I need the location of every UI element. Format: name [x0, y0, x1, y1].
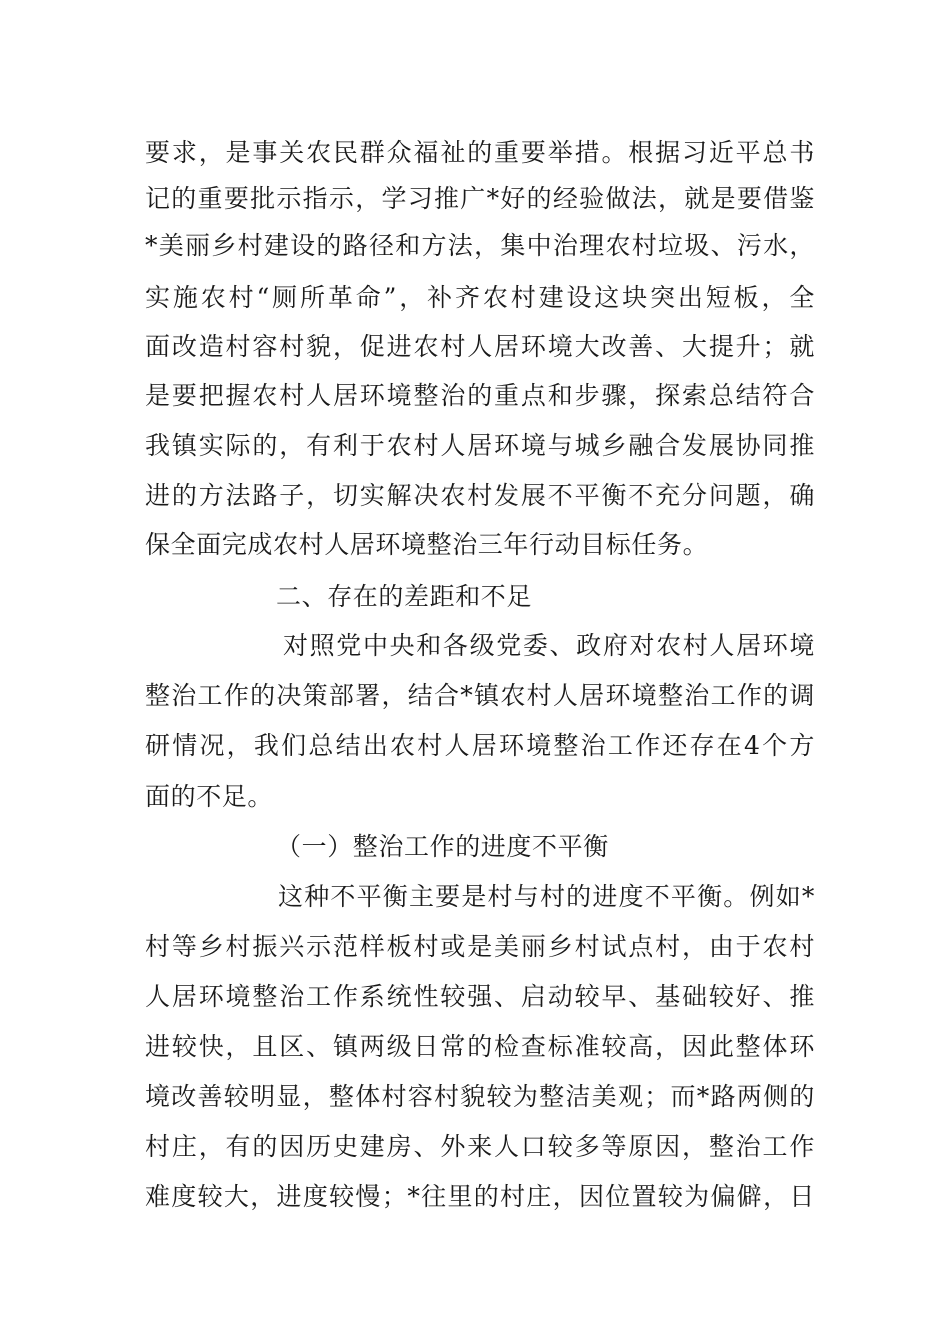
paragraph-2-line-3: 研情况，我们总结出农村人居环境整治工作还存在4个方 — [145, 731, 815, 760]
paragraph-2-line-4: 面的不足。 — [145, 782, 274, 811]
paragraph-1-line-9: 保全面完成农村人居环境整治三年行动目标任务。 — [145, 530, 709, 559]
paragraph-1-line-6: 是要把握农村人居环境整治的重点和步骤，探索总结符合 — [145, 381, 815, 410]
paragraph-1-line-5: 面改造村容村貌，促进农村人居环境大改善、大提升；就 — [145, 332, 815, 361]
paragraph-3-line-2: 村等乡村振兴示范样板村或是美丽乡村试点村，由于农村 — [145, 932, 815, 961]
section-2-heading: 二、存在的差距和不足 — [276, 582, 533, 611]
paragraph-2-line-2: 整治工作的决策部署，结合*镇农村人居环境整治工作的调 — [145, 681, 815, 710]
paragraph-2-line-1: 对照党中央和各级党委、政府对农村人居环境 — [283, 631, 815, 660]
paragraph-1-line-8: 进的方法路子，切实解决农村发展不平衡不充分问题，确 — [145, 481, 815, 510]
paragraph-3-line-1: 这种不平衡主要是村与村的进度不平衡。例如* — [278, 882, 815, 911]
paragraph-1-line-2: 记的重要批示指示，学习推广*好的经验做法，就是要借鉴 — [145, 184, 815, 213]
subsection-1-heading: （一）整治工作的进度不平衡 — [276, 832, 609, 861]
paragraph-1-line-3: *美丽乡村建设的路径和方法，集中治理农村垃圾、污水， — [145, 231, 815, 260]
paragraph-1-line-7: 我镇实际的，有利于农村人居环境与城乡融合发展协同推 — [145, 431, 815, 460]
paragraph-3-line-5: 境改善较明显，整体村容村貌较为整洁美观；而*路两侧的 — [145, 1082, 815, 1111]
paragraph-3-line-4: 进较快，且区、镇两级日常的检查标准较高，因此整体环 — [145, 1032, 815, 1061]
paragraph-1-line-1: 要求，是事关农民群众福祉的重要举措。根据习近平总书 — [145, 138, 815, 167]
paragraph-3-line-7: 难度较大，进度较慢；*往里的村庄，因位置较为偏僻，日 — [145, 1182, 815, 1211]
paragraph-3-line-3: 人居环境整治工作系统性较强、启动较早、基础较好、推 — [145, 982, 815, 1011]
paragraph-1-line-4: 实施农村“厕所革命”，补齐农村建设这块突出短板，全 — [145, 283, 815, 312]
paragraph-3-line-6: 村庄，有的因历史建房、外来人口较多等原因，整治工作 — [145, 1132, 815, 1161]
